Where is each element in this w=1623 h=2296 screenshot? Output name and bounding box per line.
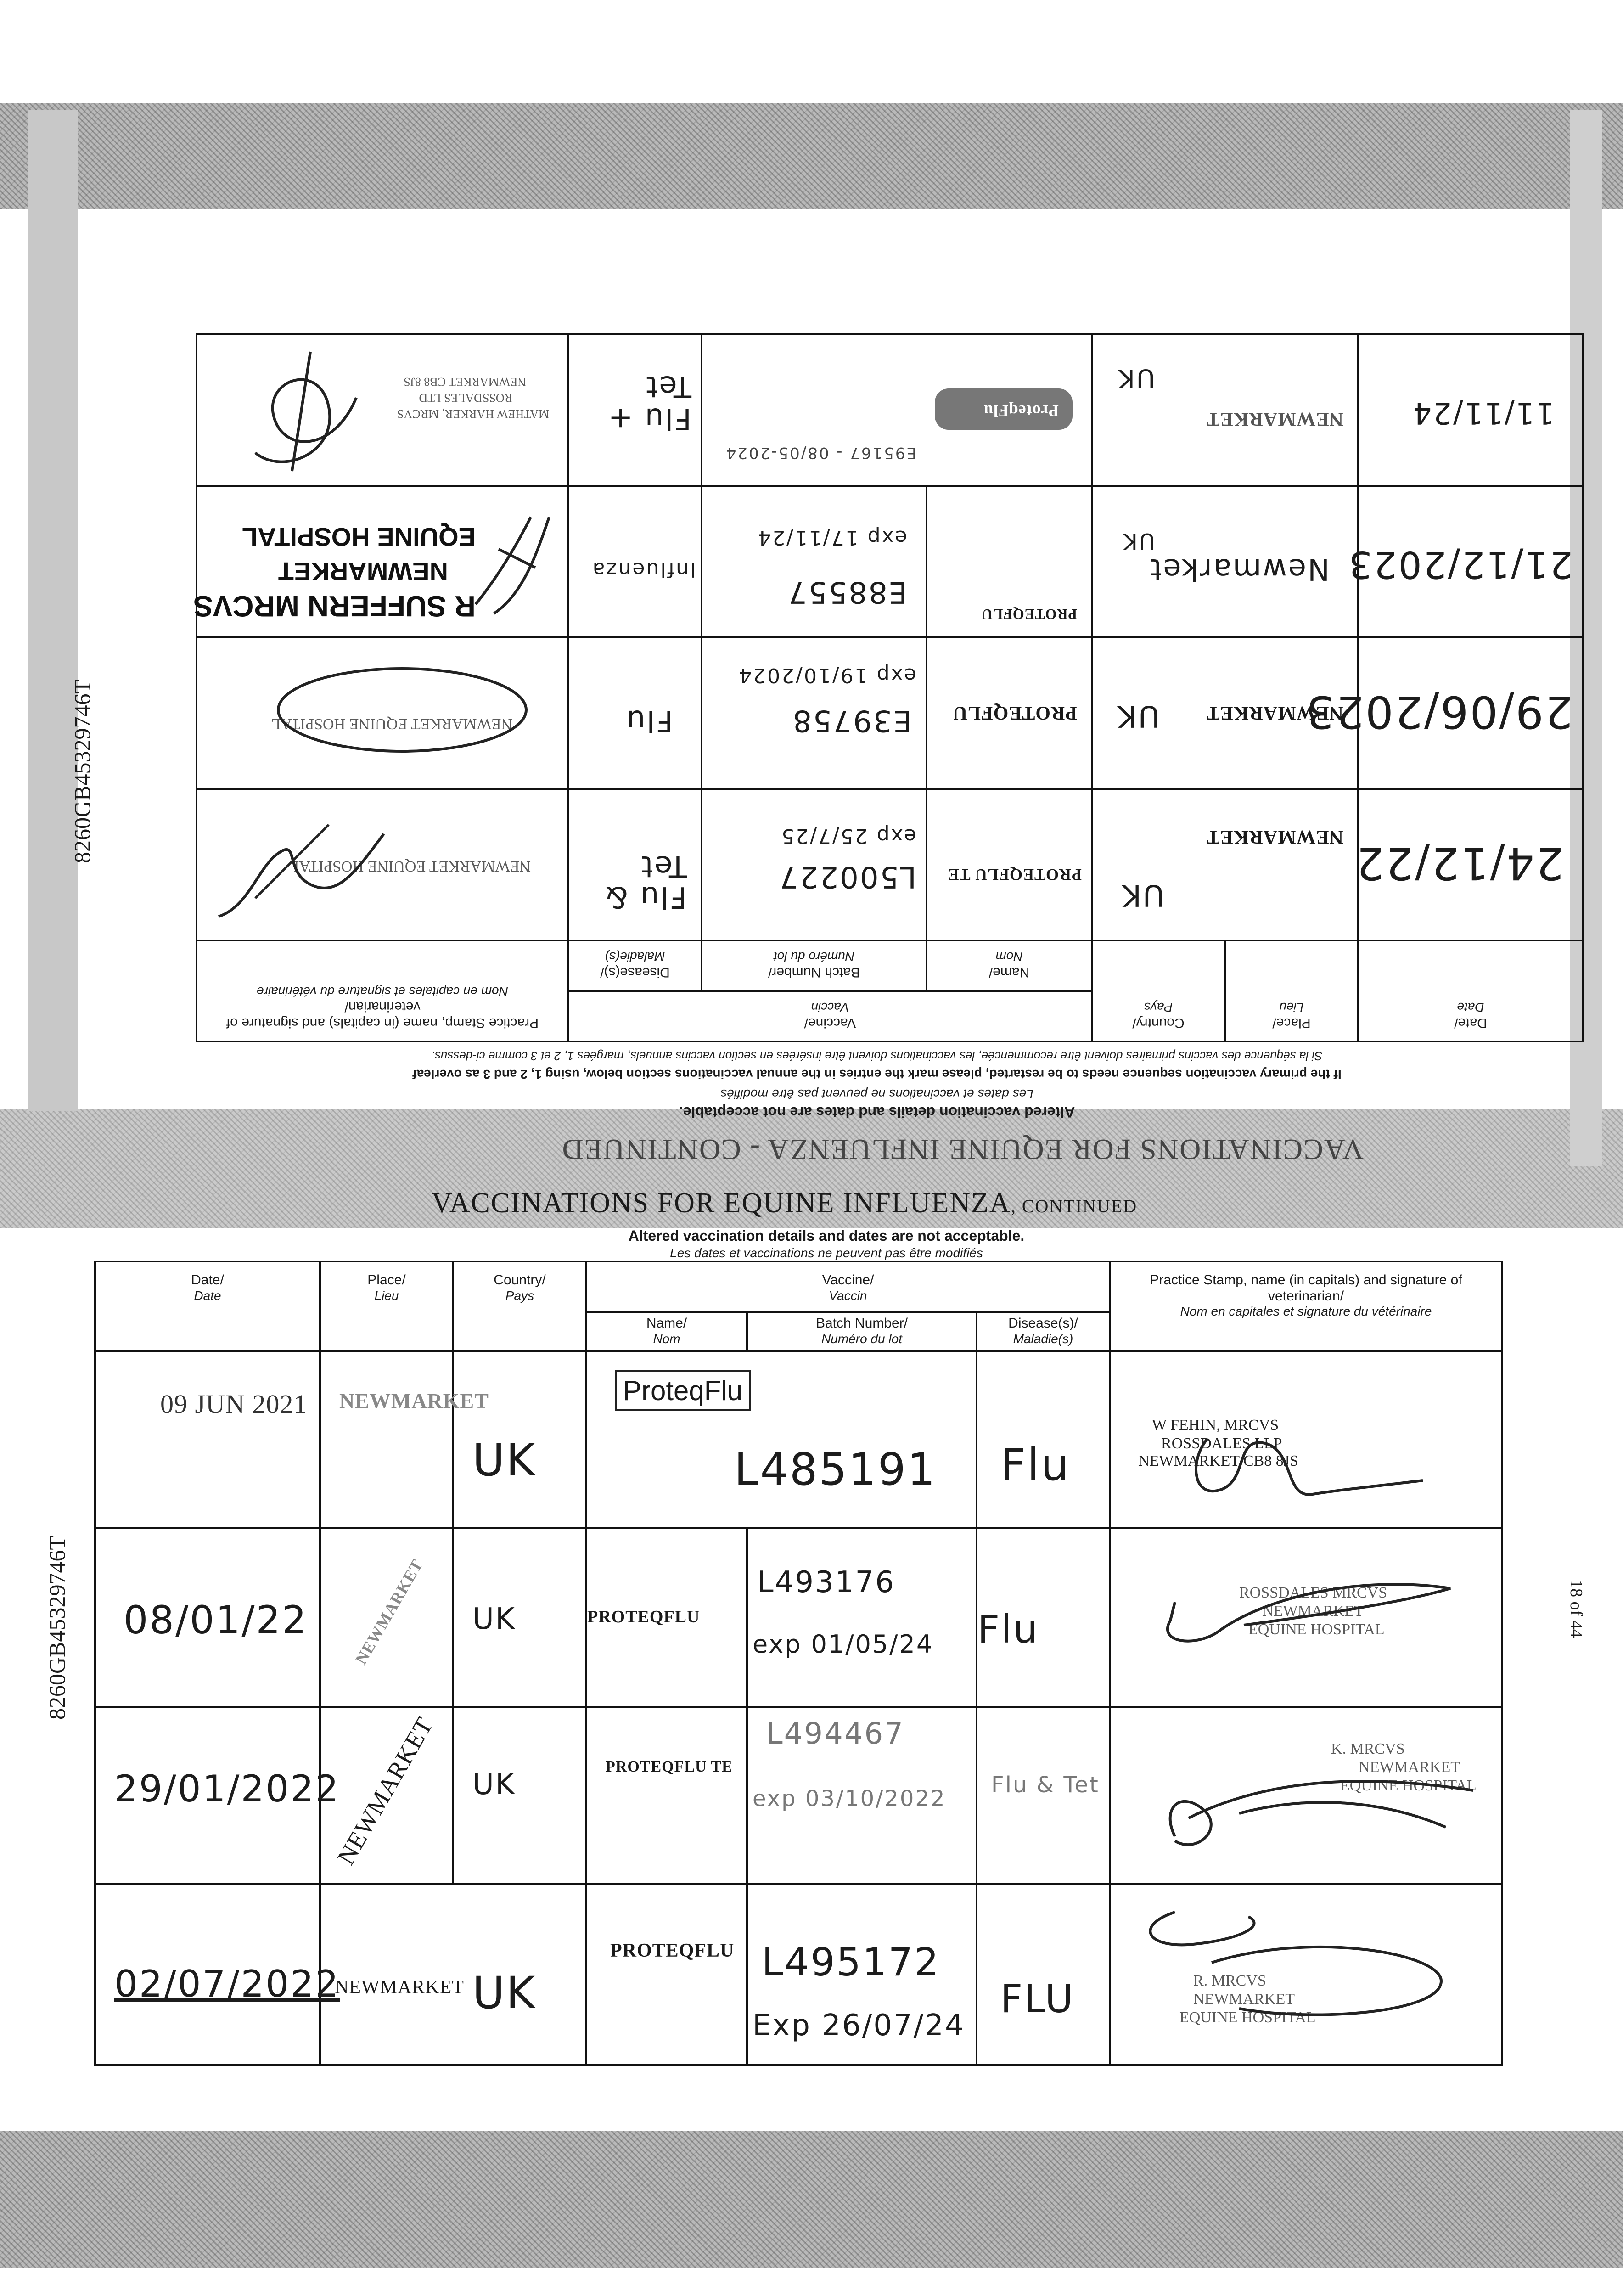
bottom-row1-batch: L485191 (734, 1444, 937, 1495)
top-row4-vaccine-label (935, 388, 1073, 430)
top-row3-vaccine-name: PROTEQFLU (981, 606, 1077, 623)
bottom-row4-country: UK (472, 1967, 537, 2019)
bottom-row1-vaccine-name-box (615, 1370, 751, 1411)
bottom-banner-suffix: , CONTINUED (1011, 1196, 1138, 1216)
top-header-date: Date/ Date (1358, 940, 1583, 1041)
top-notice-3: If the primary vaccination sequence needs to be restarted, please mark the entries in the annual vaccinations section below, using 1, 2 and 3 as overleaf (412, 1067, 1342, 1081)
top-header-vaccine: Vaccine/ Vaccin (568, 991, 1092, 1041)
top-row2-stamp: NEWMARKET EQUINE HOSPITAL (271, 715, 512, 732)
side-id-top: 8260GB45329746T (69, 680, 95, 863)
bottom-row2-batch: L493176 (757, 1565, 895, 1599)
bottom-row3-date: 29/01/2022 (114, 1767, 340, 1810)
top-row4-place: NEWMARKET (1206, 408, 1343, 429)
top-row3-batch: E88557 (786, 575, 907, 609)
top-row2-vaccine-name: PROTEQFLU (953, 702, 1077, 723)
bottom-row2-country: UK (472, 1602, 516, 1636)
bottom-row2-batch-note: exp 01/05/24 (753, 1630, 934, 1659)
signature-bottom-row3 (1124, 1735, 1492, 1864)
table-row (197, 637, 1583, 789)
top-vaccination-table (193, 333, 1584, 1042)
bottom-row3-stamp-line2: NEWMARKET (1359, 1759, 1460, 1776)
bottom-notice-2: Les dates et vaccinations ne peuvent pas être modifiés (670, 1246, 983, 1260)
table-row (95, 1707, 1502, 1884)
bottom-row1-stamp-line2: ROSSDALES LLP (1161, 1435, 1282, 1452)
top-row1-disease: Flu & Tet (604, 849, 687, 914)
bottom-banner (432, 1187, 1137, 1220)
top-row3-country: UK (1122, 528, 1155, 554)
table-row (95, 1528, 1502, 1707)
bottom-header-country: Country/ Pays (453, 1261, 586, 1351)
top-row1-batch-note: exp 25/7/25 (780, 824, 916, 848)
bottom-row2-date: 08/01/22 (124, 1598, 308, 1643)
table-row (197, 789, 1583, 940)
top-section-flipped (142, 225, 1584, 1166)
page-number: 18 of 44 (1567, 1580, 1586, 1638)
bottom-row1-country: UK (472, 1435, 537, 1486)
table-row (95, 1351, 1502, 1528)
table-row (95, 1884, 1502, 2065)
top-row4-stamp-line3: NEWMARKET CB8 8JS (404, 375, 526, 388)
bottom-row1-date: 09 JUN 2021 (160, 1389, 308, 1419)
bottom-banner-title: VACCINATIONS FOR EQUINE INFLUENZA (432, 1187, 1011, 1219)
bottom-row1-vaccine-name: ProteqFlu (623, 1375, 743, 1406)
bottom-row3-vaccine-name: PROTEQFLU TE (606, 1758, 733, 1775)
top-row4-stamp-line2: ROSSDALES LTD (419, 391, 512, 405)
top-header-country: Country/ Pays (1092, 940, 1225, 1041)
bottom-row2-stamp-line3: EQUINE HOSPITAL (1248, 1621, 1385, 1638)
top-header-disease: Disease(s)/ Maladie(s) (568, 940, 702, 991)
top-row3-stamp-line3: EQUINE HOSPITAL (241, 523, 476, 551)
bottom-row4-stamp-line3: EQUINE HOSPITAL (1179, 2009, 1316, 2026)
bottom-row2-stamp-line2: NEWMARKET (1262, 1603, 1364, 1620)
top-row4-date: 11/11/24 (1411, 396, 1555, 430)
bottom-row3-disease: Flu & Tet (991, 1772, 1100, 1798)
bottom-row1-stamp-line1: W FEHIN, MRCVS (1152, 1417, 1279, 1434)
bottom-row3-stamp-line3: EQUINE HOSPITAL (1340, 1777, 1477, 1794)
side-id-bottom: 8260GB45329746T (44, 1536, 70, 1720)
top-row2-country: UK (1116, 699, 1160, 733)
signature-top-row3 (471, 503, 563, 623)
bottom-row4-stamp-line1: R. MRCVS (1193, 1972, 1266, 1989)
bottom-header-place: Place/ Lieu (320, 1261, 453, 1351)
top-row4-batch: E95167 - 08/05-2024 (724, 444, 916, 462)
top-row2-date: 29/06/2023 (1305, 686, 1573, 737)
bottom-notice-1: Altered vaccination details and dates are not acceptable. (628, 1227, 1025, 1244)
bottom-row4-disease: FLU (1000, 1976, 1075, 2021)
top-row4-stamp-name: MATHEW HARKER, MRCVS (397, 407, 549, 421)
bottom-row2-vaccine-name: PROTEQFLU (587, 1607, 700, 1626)
bottom-row4-vaccine-name: PROTEQFLU (610, 1940, 735, 1961)
top-row3-batch-note: exp 17/11/24 (757, 526, 907, 549)
top-row1-batch: L500227 (778, 860, 916, 894)
left-edge-shadow (28, 110, 78, 1111)
table-row (197, 334, 1583, 486)
signature-bottom-row1 (1147, 1407, 1446, 1508)
top-row1-vaccine-name: PROTEQFLU TE (947, 866, 1082, 884)
signature-bottom-row4 (1120, 1894, 1469, 2032)
scan-bottom-band (0, 2131, 1623, 2268)
top-row1-stamp: NEWMARKET EQUINE HOSPITAL (289, 858, 531, 875)
bottom-row2-place: NEWMARKET (351, 1556, 427, 1668)
signature-top-row1 (209, 806, 393, 926)
bottom-row3-place: NEWMARKET (332, 1712, 438, 1869)
bottom-header-name: Name/ Nom (586, 1312, 747, 1351)
bottom-row1-disease: Flu (1000, 1439, 1070, 1491)
top-header-practice: Practice Stamp, name (in capitals) and signature of veterinarian/ Nom en capitales et signature du vétérinaire (197, 940, 568, 1041)
scan-top-band (0, 103, 1623, 209)
bottom-row4-date: 02/07/2022 (114, 1963, 340, 2005)
top-notice-2: Les dates et vaccinations ne peuvent pas être modifiés (720, 1087, 1033, 1101)
top-row3-stamp-line2: NEWMARKET (278, 557, 448, 586)
top-row2-place: NEWMARKET (1206, 702, 1343, 723)
top-row4-country: UK (1117, 363, 1155, 393)
top-header-name: Name/ Nom (927, 940, 1092, 991)
bottom-row1-place: NEWMARKET (339, 1389, 489, 1412)
top-row3-place: Newmarket (1149, 552, 1330, 586)
table-row (197, 486, 1583, 637)
top-row4-disease: Flu + Tet (607, 369, 691, 435)
top-row1-place: NEWMARKET (1206, 826, 1343, 847)
signature-top-row4 (237, 343, 375, 480)
top-row3-disease: Influenza (591, 558, 696, 581)
top-row2-batch: E39758 (791, 703, 912, 737)
top-row3-date: 21/12/2023 (1347, 543, 1573, 586)
top-header-place: Place/ Lieu (1225, 940, 1358, 1041)
bottom-vaccination-table (94, 1261, 1503, 2066)
signature-bottom-row2 (1129, 1547, 1478, 1666)
bottom-row4-batch-note: Exp 26/07/24 (753, 2009, 965, 2043)
top-banner: VACCINATIONS FOR EQUINE INFLUENZA - CONTINUED (561, 1133, 1364, 1166)
bottom-row4-batch: L495172 (762, 1940, 940, 1985)
bottom-row3-country: UK (472, 1767, 516, 1801)
bottom-row1-stamp-line3: NEWMARKET CB8 8JS (1138, 1452, 1298, 1469)
bottom-row4-place: NEWMARKET (335, 1977, 464, 1998)
bottom-header-disease: Disease(s)/ Maladie(s) (977, 1312, 1110, 1351)
top-row1-country: UK (1121, 878, 1164, 912)
bottom-row3-batch-note: exp 03/10/2022 (753, 1786, 946, 1812)
top-row2-batch-note: exp 19/10/2024 (737, 664, 916, 687)
bottom-row2-disease: Flu (977, 1607, 1039, 1652)
top-row2-disease: Flu (625, 703, 673, 737)
bottom-row2-stamp-line1: ROSSDALES MRCVS (1239, 1584, 1387, 1601)
bottom-header-vaccine: Vaccine/ Vaccin (586, 1261, 1110, 1312)
top-header-batch: Batch Number/ Numéro du lot (702, 940, 927, 991)
top-row1-date: 24/12/22 (1354, 838, 1564, 889)
bottom-row3-batch: L494467 (766, 1717, 904, 1751)
top-notice-1: Altered vaccination details and dates are not acceptable. (679, 1104, 1075, 1120)
top-row3-stamp-name: R SUFFERN MRCVS (193, 590, 476, 623)
bottom-row3-stamp-line1: K. MRCVS (1331, 1740, 1405, 1757)
signature-top-row2 (264, 650, 540, 770)
bottom-header-date: Date/ Date (95, 1261, 320, 1351)
bottom-header-batch: Batch Number/ Numéro du lot (747, 1312, 977, 1351)
top-row4-vaccine-name: ProteqFlu (983, 402, 1059, 420)
bottom-row4-stamp-line2: NEWMARKET (1193, 1991, 1295, 2008)
bottom-header-practice: Practice Stamp, name (in capitals) and signature of veterinarian/ Nom en capitales et signature du vétérinaire (1110, 1261, 1502, 1351)
top-notice-4: Si la séquence des vaccins primaires doivent être recommencée, les vaccinations doivent être insérées en section vaccins annuels, margées 1, 2 et 3 comme ci-dessus. (431, 1049, 1323, 1063)
